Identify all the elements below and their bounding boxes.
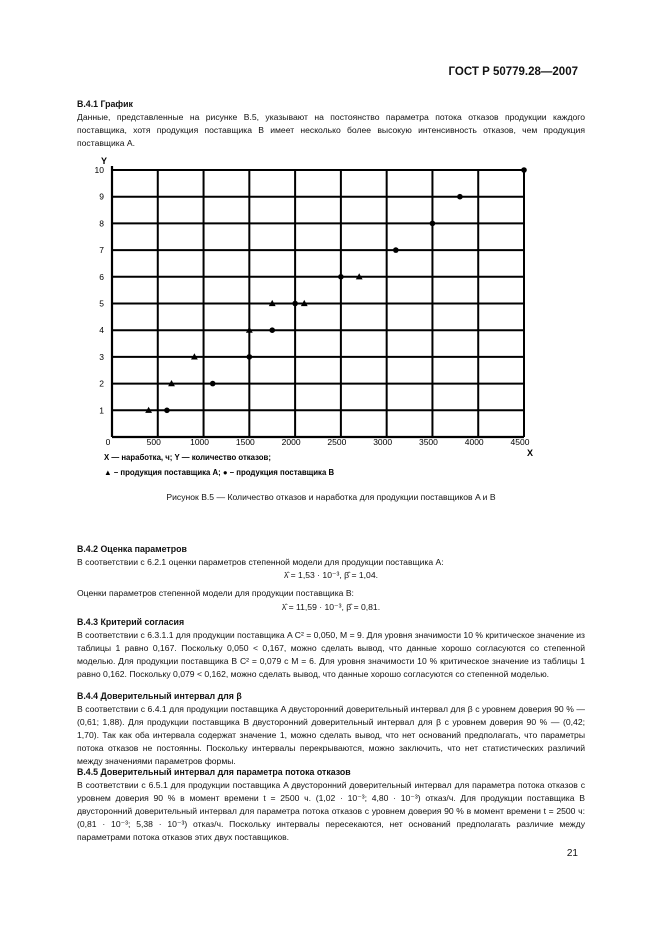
section-heading-b44: B.4.4 Доверительный интервал для β — [77, 691, 242, 701]
y-tick-label: 4 — [99, 325, 104, 336]
y-axis-letter: Y — [100, 156, 108, 166]
data-point-supplier-b — [269, 327, 275, 333]
data-point-supplier-b — [210, 381, 216, 387]
x-tick-label: 4500 — [510, 437, 530, 447]
data-point-supplier-b — [430, 221, 436, 227]
data-point-supplier-b — [457, 194, 463, 200]
x-tick-label: 2000 — [281, 437, 301, 447]
data-point-supplier-b — [521, 167, 527, 173]
section-heading-b43: B.4.3 Критерий согласия — [77, 617, 185, 627]
paragraph-b41: Данные, представленные на рисунке B.5, указывают на постоянство параметра потока отказов продукции каждого поставщика, хотя продукция поставщика B имеет несколько более высокую интенсивность отказов, чем продукция поставщика A. — [77, 112, 585, 148]
y-tick-label: 3 — [99, 351, 104, 362]
y-tick-label: 2 — [99, 378, 104, 389]
data-point-supplier-b — [338, 274, 344, 280]
formula-supplier-a: λ̂ = 1,53 · 10⁻³, β̂ = 1,04. — [283, 570, 379, 580]
data-point-supplier-b — [393, 247, 399, 253]
x-tick-label: 500 — [146, 437, 161, 447]
paragraph-b42-a: В соответствии с 6.2.1 оценки параметров степенной модели для продукции поставщика A: — [77, 557, 444, 567]
formula-supplier-b: λ̂ = 11,59 · 10⁻³, β̂ = 0,81. — [281, 602, 381, 612]
y-tick-label: 6 — [99, 271, 104, 282]
x-tick-label: 4000 — [464, 437, 484, 447]
x-tick-label: 1500 — [235, 437, 255, 447]
paragraph-b44: В соответствии с 6.4.1 для продукции поставщика A двусторонний доверительный интервал для β с уровнем доверия 90 % — (0,61; 1,88). Для продукции поставщика B двусторонний доверительный интервал для β с уровнем доверия 90 % — (0,42; 1,70). Так как оба интервала содержат значение 1, можно сделать вывод, что нет оснований предполагать, что параметры потока отказов не постоянны. Поскольку интервалы перекрываются, можно заключить, что нет статистических различий между значениями параметров формы. — [77, 704, 585, 766]
section-heading-b45: B.4.5 Доверительный интервал для параметра потока отказов — [77, 767, 351, 777]
standard-number: ГОСТ Р 50779.28—2007 — [448, 66, 578, 78]
x-tick-label: 0 — [105, 437, 111, 447]
x-tick-label: 3000 — [373, 437, 393, 447]
section-heading-b42: B.4.2 Оценка параметров — [77, 544, 187, 554]
y-tick-label: 9 — [99, 191, 104, 202]
figure-caption: Рисунок B.5 — Количество отказов и наработка для продукции поставщиков A и B — [166, 492, 496, 502]
paragraph-b43: В соответствии с 6.3.1.1 для продукции поставщика A C² = 0,050, M = 9. Для уровня значимости 10 % критическое значение из таблицы 1 равно 0,167. Поскольку 0,050 < 0,167, можно сделать вывод, что данные хорошо согласуются со степенной моделью. Для продукции поставщика B C² = 0,079 с M = 6. Для уровня значимости 10 % критическое значение из таблицы 1 равно 0,162. Поскольку 0,079 < 0,162, можно сделать вывод, что данные хорошо согласуются со степенной моделью. — [77, 630, 585, 679]
section-heading-b41: B.4.1 График — [77, 99, 133, 109]
y-tick-label: 7 — [99, 245, 104, 256]
x-axis-letter: X — [526, 448, 534, 458]
x-tick-label: 3500 — [418, 437, 438, 447]
data-point-supplier-b — [164, 408, 170, 414]
y-tick-label: 8 — [99, 218, 104, 229]
x-tick-label: 1000 — [190, 437, 210, 447]
x-tick-label: 2500 — [327, 437, 347, 447]
paragraph-b45: В соответствии с 6.5.1 для продукции поставщика A двусторонний доверительный интервал для параметра потока отказов с уровнем доверия 90 % в момент времени t = 2500 ч. (1,02 · 10⁻³; 4,80 · 10⁻³) отказ/ч. Для продукции поставщика B двусторонний доверительный интервал для параметра потока отказов с уровнем доверия 90 % в момент времени t = 2500 ч: (0,81 · 10⁻³; 5,38 · 10⁻³) отказ/ч. Поскольку интервалы пересекаются, нет оснований предполагать различие между параметрами потока отказов этих двух поставщиков. — [77, 780, 585, 842]
data-point-supplier-b — [247, 354, 253, 360]
data-point-supplier-b — [292, 301, 298, 307]
legend-markers: ▲ – продукция поставщика А; ● – продукция поставщика В — [104, 468, 335, 477]
legend-axes: X — наработка, ч; Y — количество отказов; — [104, 453, 271, 462]
y-tick-label: 1 — [99, 405, 104, 416]
y-tick-label: 10 — [94, 165, 104, 175]
paragraph-b42-b: Оценки параметров степенной модели для продукции поставщика B: — [77, 588, 354, 598]
page-number: 21 — [566, 848, 578, 859]
y-tick-label: 5 — [99, 298, 104, 309]
